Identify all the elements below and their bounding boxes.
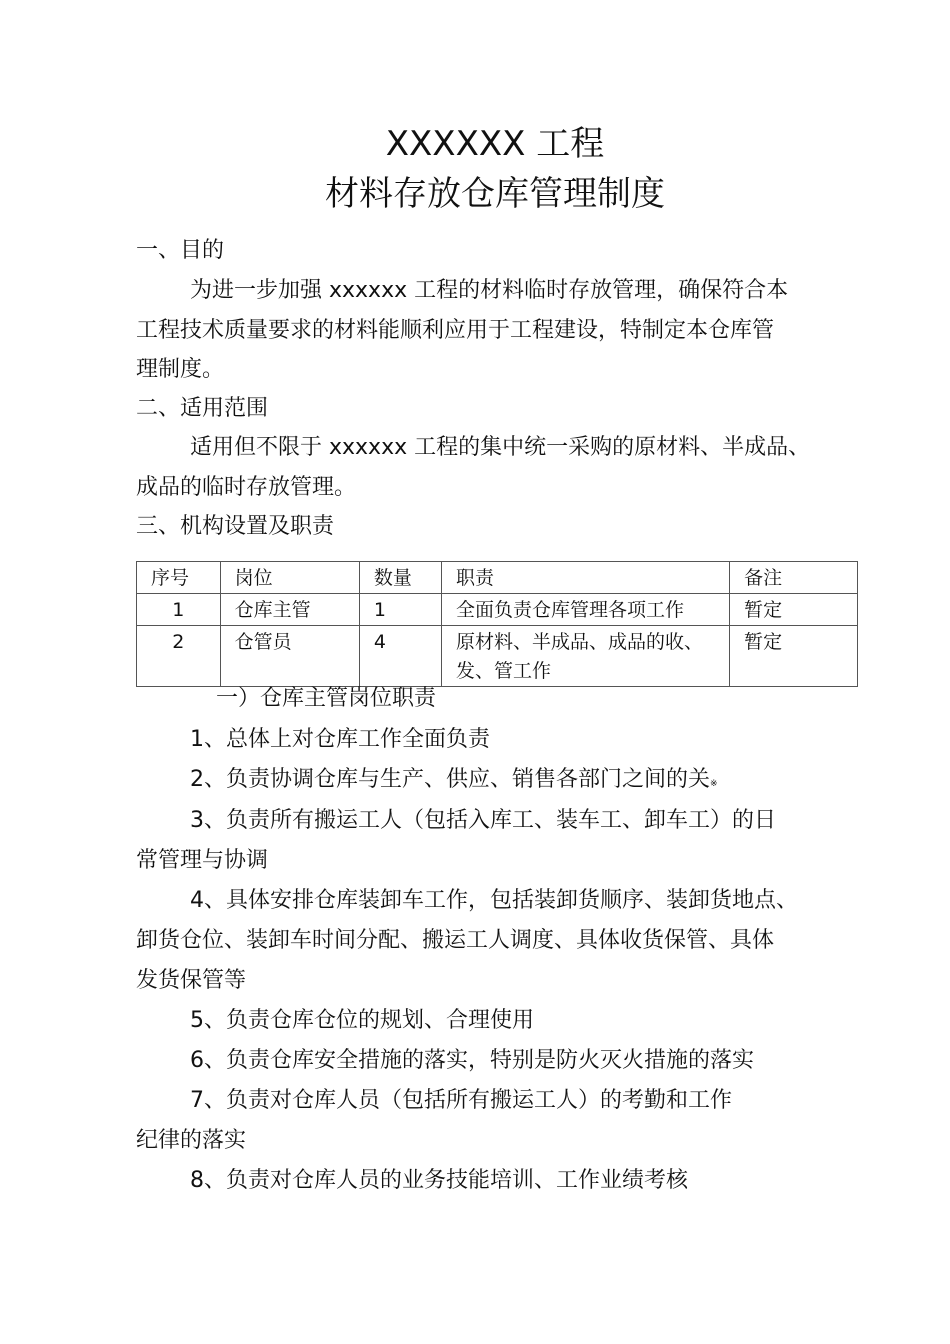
duty-line: 原材料、半成品、成品的收、 [455,631,703,653]
footnote-mark: ※ [710,779,718,789]
duty-item-7-line2: 纪律的落实 [136,1128,247,1153]
duty-item-3-line2: 常管理与协调 [136,848,269,873]
duty-item-7-line1: 7、负责对仓库人员（包括所有搬运工人）的考勤和工作 [190,1088,732,1113]
table-header-cell: 数量 [359,562,441,594]
table-row [137,626,858,687]
section-heading-purpose: 一、目的 [136,238,225,263]
table-header-row [137,562,858,594]
subsection-heading-supervisor: 一）仓库主管岗位职责 [216,686,437,711]
duty-item-8: 8、负责对仓库人员的业务技能培训、工作业绩考核 [190,1168,688,1193]
table-cell-duty: 全面负责仓库管理各项工作 [441,594,729,626]
doc-title-line1: XXXXXX 工程 [385,124,605,164]
purpose-paragraph-line1: 为进一步加强 xxxxxx 工程的材料临时存放管理，确保符合本 [190,278,789,303]
section-heading-scope: 二、适用范围 [136,396,269,421]
table-header-cell: 备注 [730,562,858,594]
duty-item-3-line1: 3、负责所有搬运工人（包括入库工、装车工、卸车工）的日 [190,808,776,833]
table-row [137,594,858,626]
table-cell-no: 1 [137,594,221,626]
table-header-cell: 职责 [441,562,729,594]
table-cell-note: 暂定 [730,626,858,687]
table-cell-post: 仓管员 [220,626,359,687]
table-cell-qty: 4 [359,626,441,687]
table-cell-duty [441,626,729,687]
table-header-cell: 岗位 [220,562,359,594]
table-cell-note: 暂定 [730,594,858,626]
doc-title-line2: 材料存放仓库管理制度 [325,174,665,214]
duty-item-2 [190,765,718,799]
purpose-paragraph-line2: 工程技术质量要求的材料能顺利应用于工程建设，特制定本仓库管 [136,318,775,343]
duty-item-2-text: 2、负责协调仓库与生产、供应、销售各部门之间的关 [190,767,710,792]
scope-paragraph-line1: 适用但不限于 xxxxxx 工程的集中统一采购的原材料、半成品、 [190,435,811,460]
table-header-cell: 序号 [137,562,221,594]
table-cell-qty: 1 [359,594,441,626]
duty-item-5: 5、负责仓库仓位的规划、合理使用 [190,1008,534,1033]
table-cell-no: 2 [137,626,221,687]
staff-table [136,561,858,687]
duty-item-6: 6、负责仓库安全措施的落实，特别是防火灭火措施的落实 [190,1048,754,1073]
table-cell-post: 仓库主管 [220,594,359,626]
duty-line: 发、管工作 [455,660,551,682]
duty-item-1: 1、总体上对仓库工作全面负责 [190,727,490,752]
duty-item-4-line2: 卸货仓位、装卸车时间分配、搬运工人调度、具体收货保管、具体 [136,928,775,953]
scope-paragraph-line2: 成品的临时存放管理。 [136,475,357,500]
section-heading-organization: 三、机构设置及职责 [136,514,335,539]
purpose-paragraph-line3: 理制度。 [136,357,225,382]
duty-item-4-line1: 4、具体安排仓库装卸车工作，包括装卸货顺序、装卸货地点、 [190,888,798,913]
duty-item-4-line3: 发货保管等 [136,968,247,993]
